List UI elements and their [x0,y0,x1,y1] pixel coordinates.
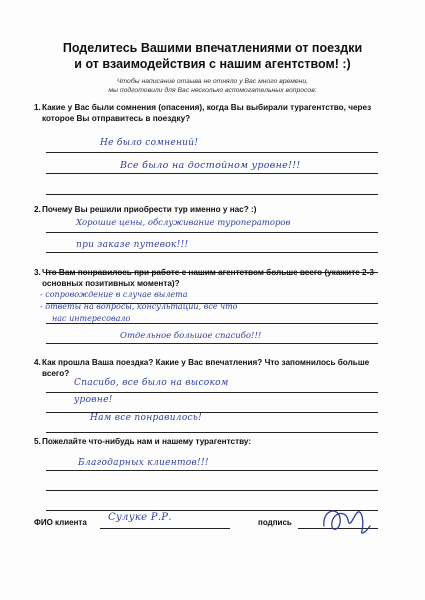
answer-line [46,232,378,233]
handwritten-answer: - сопровождение в случае вылета [40,290,188,299]
question-number: 3. [34,268,41,277]
handwritten-answer: Отдельное большое спасибо!!! [120,331,262,341]
answer-line [46,432,378,433]
answer-line [46,194,378,195]
question-text: Как прошла Ваша поездка? Какие у Вас впечатления? Что запомнилось больше всего? [42,358,370,378]
question-text: Какие у Вас были сомнения (опасения), когда Вы выбирали турагентство, через которое Вы отправитесь в поездку? [42,103,372,123]
form-title [20,40,405,72]
title-line-2: и от взаимодействия с нашим агентством! :) [74,57,351,71]
signature-mark [318,500,378,540]
answer-line [46,323,378,324]
question-number: 2. [34,205,41,214]
subtitle-line-1: Чтобы написание отзыва не отняло у Вас много времени, [116,78,309,85]
form-subtitle [20,77,405,95]
handwritten-answer: Все было на достойном уровне!!! [120,160,301,171]
handwritten-answer: при заказе путевок!!! [76,240,189,250]
answer-line [46,392,378,393]
signature-label: подпись [258,518,292,527]
answer-line [46,252,378,253]
question-text: Что Вам понравилось при работе с нашим агентством больше всего (укажите 2-3 основных позитивных момента)? [42,268,374,288]
subtitle-line-2: мы подготовили для Вас несколько вспомогательных вопросов: [108,87,317,94]
client-name-line [100,528,230,529]
handwritten-answer: Спасибо, все было на высоком [74,378,229,388]
handwritten-answer: - ответы на вопросы, консультации, все что [40,302,238,311]
answer-line [46,152,378,153]
client-name-label: ФИО клиента [34,518,87,527]
question-text: Пожелайте что-нибудь нам и нашему турагентству: [42,437,252,446]
title-line-1: Поделитесь Вашими впечатлениями от поездки [62,41,363,55]
handwritten-answer: Благодарных клиентов!!! [78,458,209,468]
handwritten-answer: Не было сомнений! [100,138,199,148]
question-number: 5. [34,437,41,446]
answer-line [46,470,378,471]
handwritten-answer: Хорошие цены, обслуживание туроператоров [76,218,291,228]
handwritten-answer: уровне! [74,395,113,405]
answer-line [46,343,378,344]
handwritten-answer: Нам все понравилось! [90,413,203,423]
question-text: Почему Вы решили приобрести тур именно у нас? :) [42,205,257,214]
answer-line [46,173,378,174]
client-name-handwritten: Сулуке Р.Р. [108,512,172,523]
handwritten-answer: нас интересовало [52,314,131,323]
answer-line [46,490,378,491]
question-number: 1. [34,103,41,112]
question-number: 4. [34,358,41,367]
